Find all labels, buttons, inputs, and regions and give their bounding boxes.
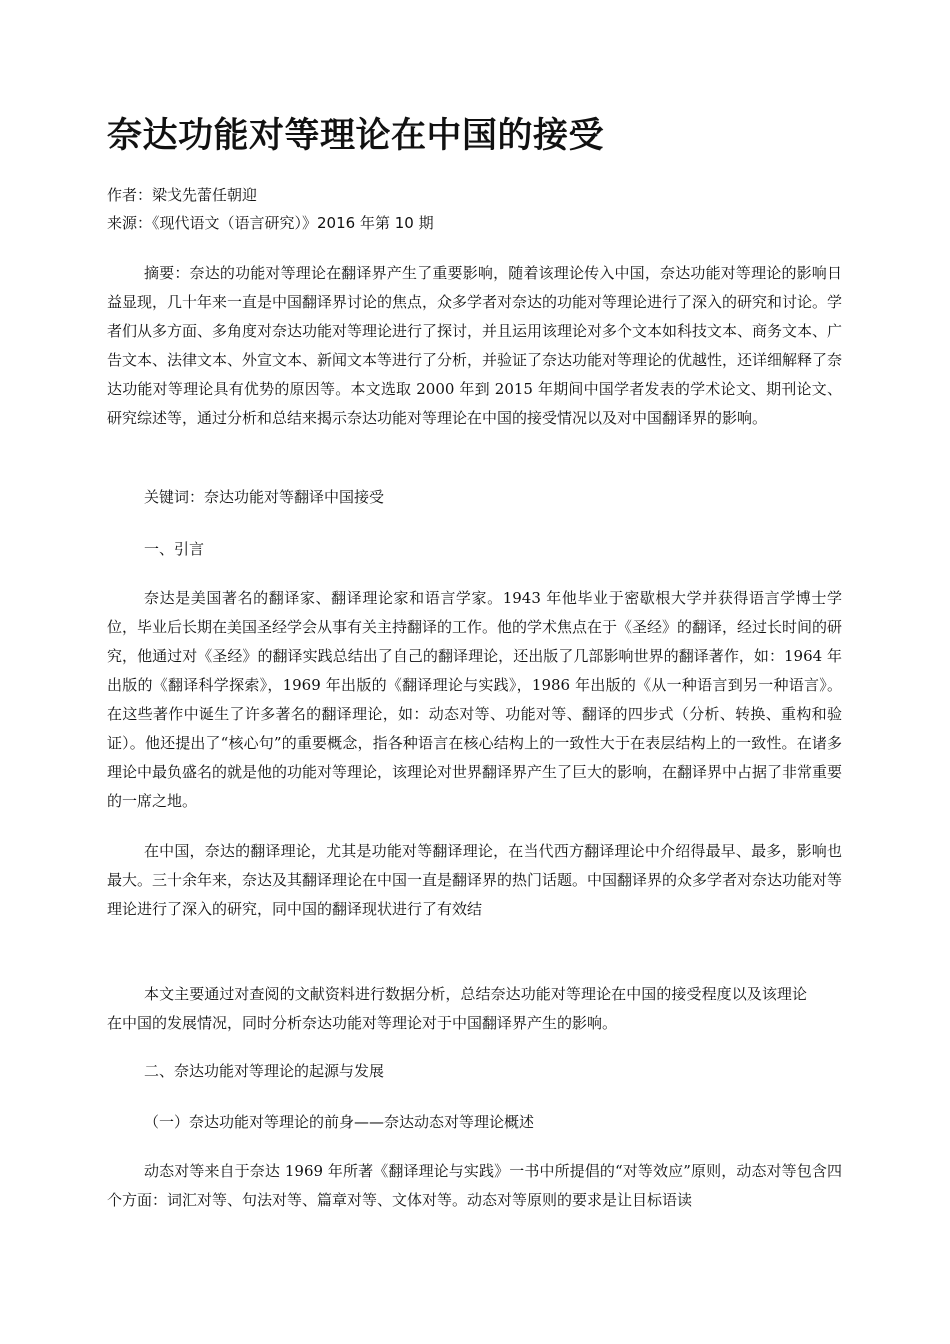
keywords-line: 关键词：奈达功能对等翻译中国接受	[144, 488, 385, 506]
section-heading-introduction: 一、引言	[144, 540, 205, 558]
paper-title: 奈达功能对等理论在中国的接受	[107, 116, 605, 156]
body-paragraph: 奈达是美国著名的翻译家、翻译理论家和语言学家。1943 年他毕业于密歇根大学并获得语言学博士学位，毕业后长期在美国圣经学会从事有关主持翻译的工作。他的学术焦点在于《圣经》的翻译，经过长时间的研究，他通过对《圣经》的翻译实践总结出了自己的翻译理论，还出版了几部影响世界的翻译著作，如：1964 年出版的《翻译科学探索》，1969 年出版的《翻译理论与实践》，1986 年出版的《从一种语言到另一种语言》。在这些著作中诞生了许多著名的翻译理论，如：动态对等、功能对等、翻译的四步式（分析、转换、重构和验证）。他还提出了“核心句”的重要概念，指各种语言在核心结构上的一致性大于在表层结构上的一致性。在诸多理论中最负盛名的就是他的功能对等理论，该理论对世界翻译界产生了巨大的影响，在翻译界中占据了非常重要的一席之地。	[107, 589, 843, 810]
body-paragraph: 在中国，奈达的翻译理论，尤其是功能对等翻译理论，在当代西方翻译理论中介绍得最早、最多，影响也最大。三十余年来，奈达及其翻译理论在中国一直是翻译界的热门话题。中国翻译界的众多学者对奈达功能对等理论进行了深入的研究，同中国的翻译现状进行了有效结	[107, 842, 843, 918]
subsection-heading: （一）奈达功能对等理论的前身——奈达动态对等理论概述	[144, 1113, 535, 1131]
source-line: 来源：《现代语文（语言研究）》2016 年第 10 期	[107, 214, 434, 232]
body-paragraph: 本文主要通过对查阅的文献资料进行数据分析，总结奈达功能对等理论在中国的接受程度以及该理论在中国的发展情况，同时分析奈达功能对等理论对于中国翻译界产生的影响。	[107, 985, 807, 1032]
authors-line: 作者：梁戈先蕾任朝迎	[107, 186, 258, 204]
abstract-paragraph: 摘要：奈达的功能对等理论在翻译界产生了重要影响，随着该理论传入中国，奈达功能对等理论的影响日益显现，几十年来一直是中国翻译界讨论的焦点，众多学者对奈达的功能对等理论进行了深入的研究和讨论。学者们从多方面、多角度对奈达功能对等理论进行了探讨，并且运用该理论对多个文本如科技文本、商务文本、广告文本、法律文本、外宣文本、新闻文本等进行了分析，并验证了奈达功能对等理论的优越性，还详细解释了奈达功能对等理论具有优势的原因等。本文选取 2000 年到 2015 年期间中国学者发表的学术论文、期刊论文、研究综述等，通过分析和总结来揭示奈达功能对等理论在中国的接受情况以及对中国翻译界的影响。	[107, 264, 843, 427]
body-paragraph: 动态对等来自于奈达 1969 年所著《翻译理论与实践》一书中所提倡的“对等效应”原则，动态对等包含四个方面：词汇对等、句法对等、篇章对等、文体对等。动态对等原则的要求是让目标语读	[107, 1162, 842, 1209]
section-heading-origin: 二、奈达功能对等理论的起源与发展	[144, 1062, 385, 1080]
